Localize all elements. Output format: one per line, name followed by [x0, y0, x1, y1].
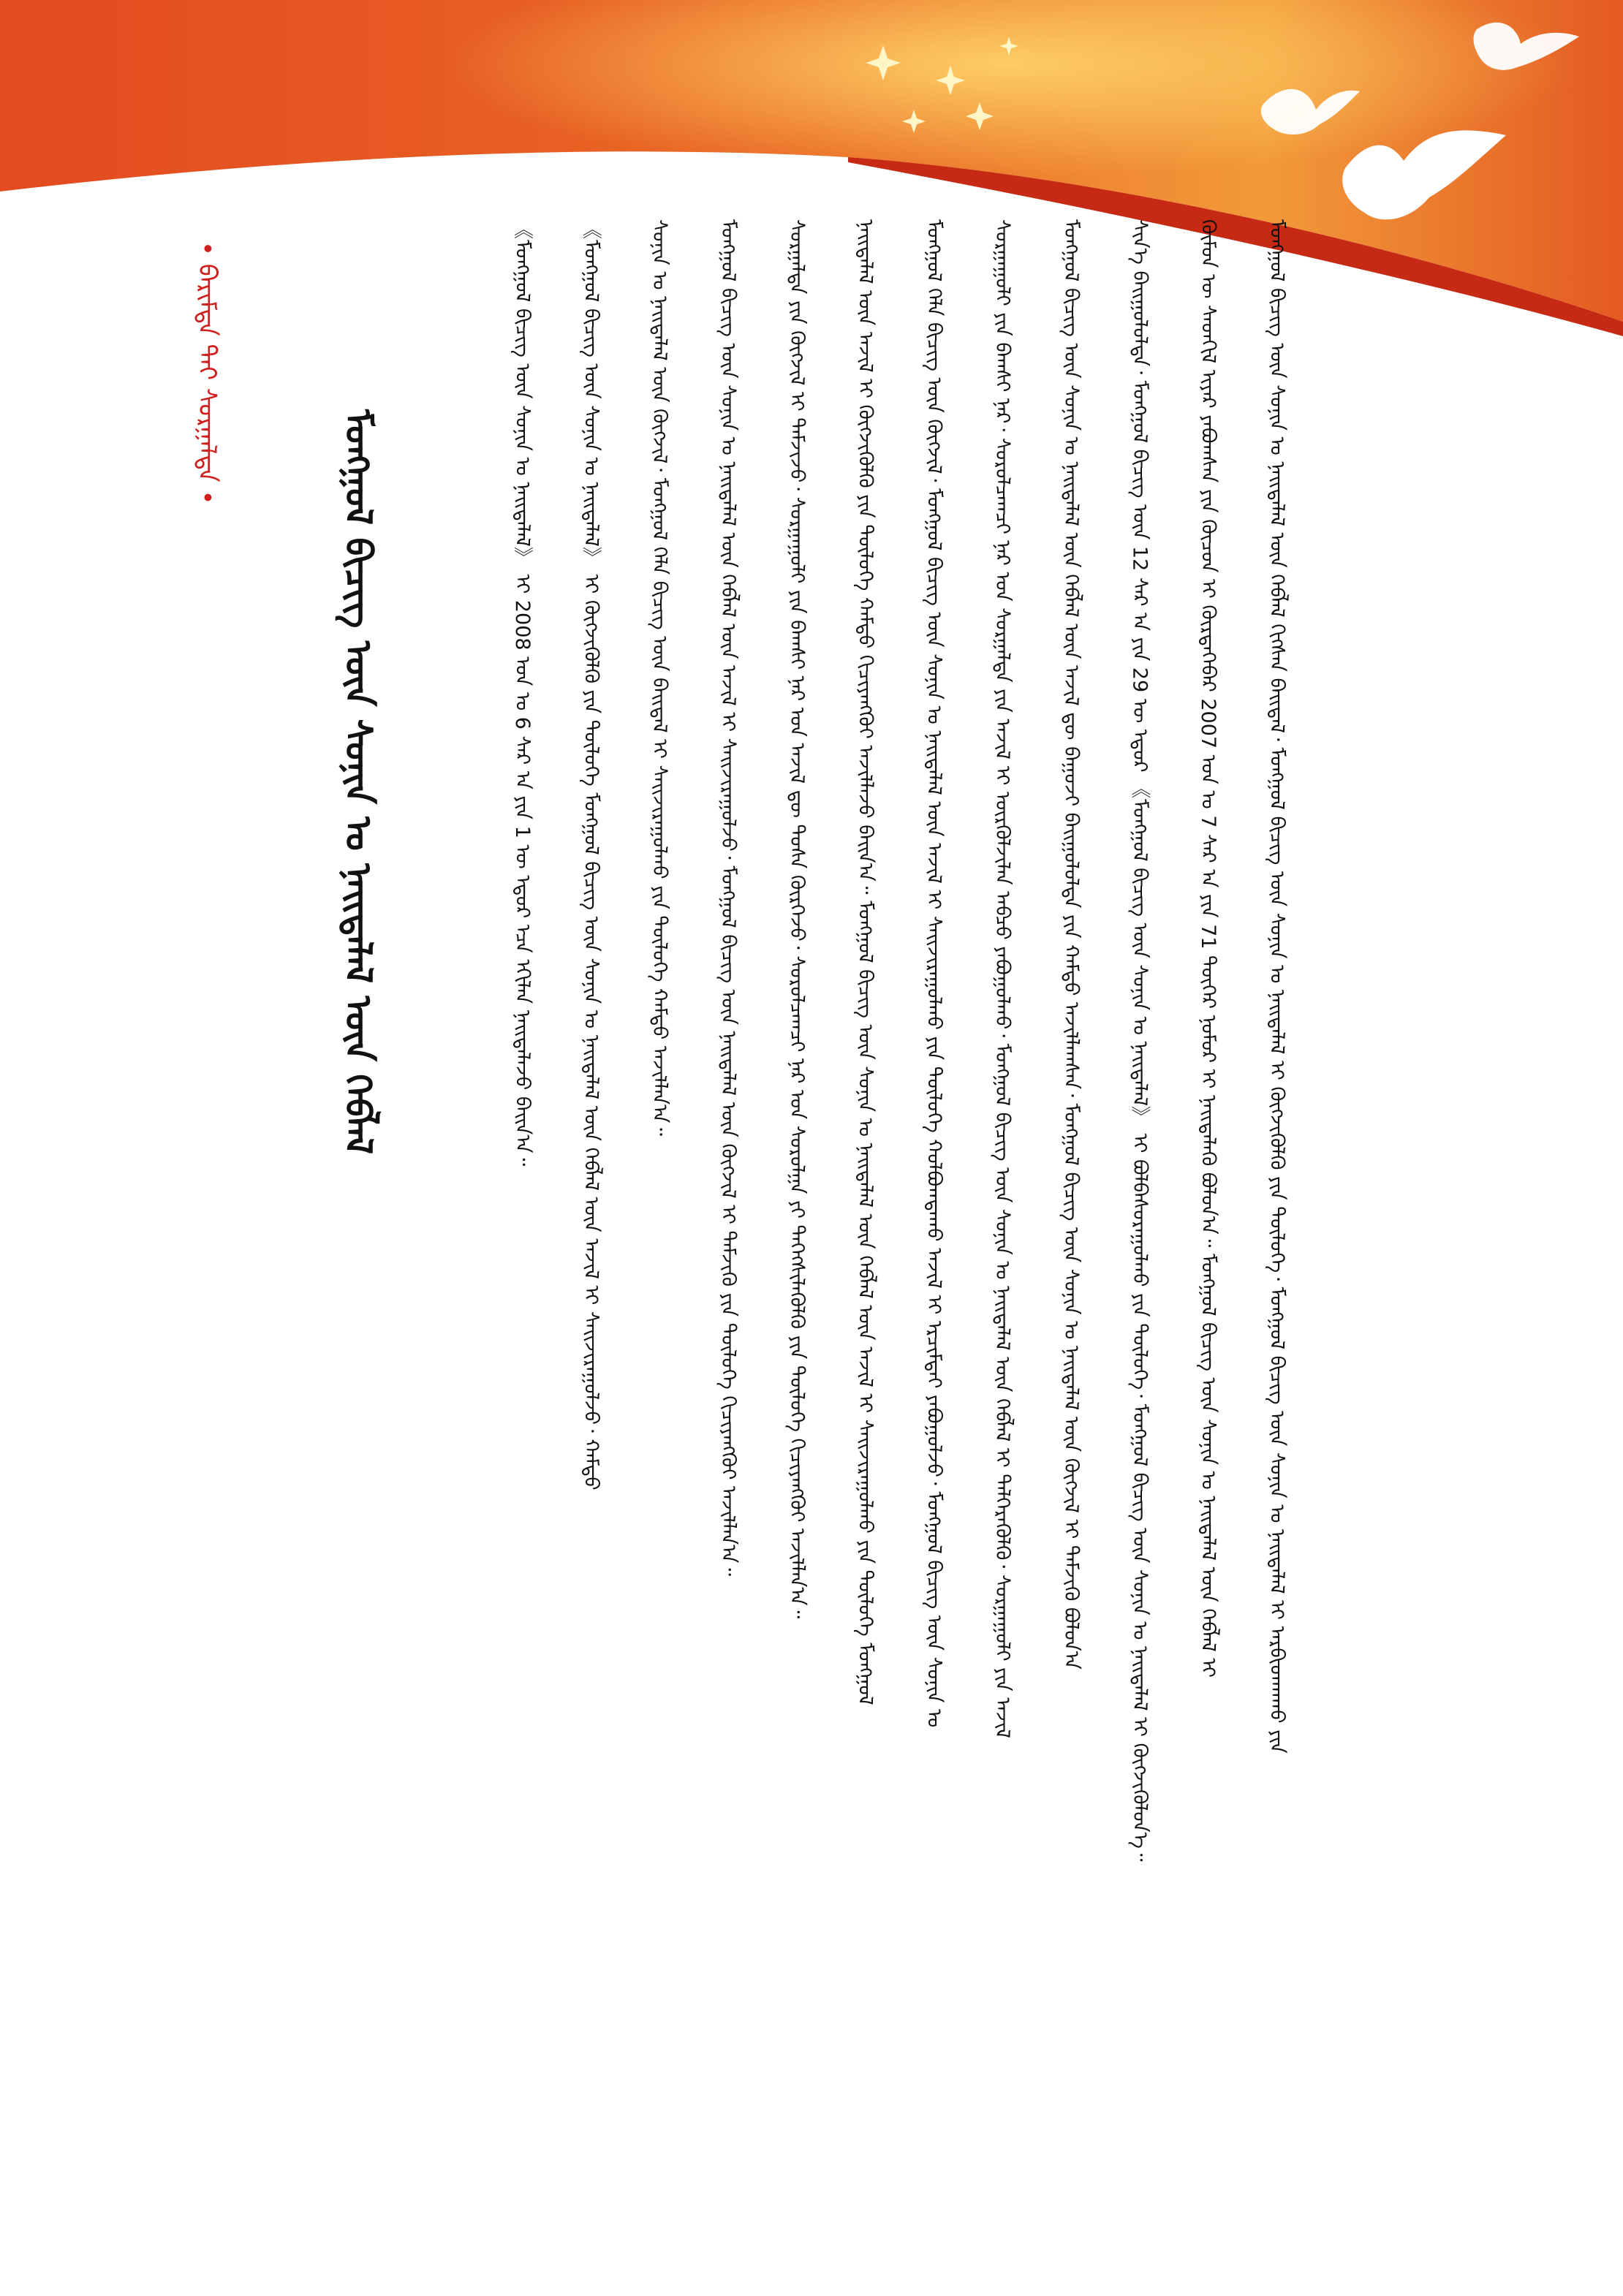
text-column: ᠰᠢᠨ᠎ᠡ ᠪᠠᠢᠭᠤᠯᠤᠯᠲᠠ᠂ ᠮᠣᠩᠭᠤᠯ ᠪᠢᠴᠢᠭ ᠦᠨ 12 ᠰᠠᠷ ᠠ ᠶᠢᠨ 29 ᠦ ᠡᠳᠦᠷ 《ᠮᠣᠩᠭᠤᠯ ᠪᠢᠴᠢᠭ ᠦᠨ ᠰᠣᠨᠢᠨ ᠤ ᠨᠡᠢᠲᠡᠯᠡᠯ》 ᠢ ᠪᠣᠯᠪᠠᠰᠤᠷᠠᠭᠤᠯᠬᠤ ᠶᠢᠨ ᠲᠥᠯᠥᠭᠡ᠂ ᠮᠣᠩᠭᠤᠯ ᠪᠢᠴᠢᠭ ᠦᠨ ᠰᠣᠨᠢᠨ ᠤ ᠨᠡᠢᠲᠡᠯᠡᠯ ᠢ ᠬᠥᠭᠵᠢᠭᠦᠯᠦᠨ᠎ᠡ᠃	[1128, 219, 1151, 1862]
body-text	[504, 219, 1294, 2091]
text-column: ᠮᠣᠩᠭᠤᠯ ᠬᠡᠯᠡ ᠪᠢᠴᠢᠭ ᠦᠨ ᠬᠥᠭᠵᠢᠯ᠂ ᠮᠣᠩᠭᠤᠯ ᠪᠢᠴᠢᠭ ᠦᠨ ᠰᠣᠨᠢᠨ ᠤ ᠨᠡᠢᠲᠡᠯᠡᠯ ᠦᠨ ᠠᠵᠢᠯ ᠢ ᠰᠠᠢᠵᠢᠷᠠᠭᠤᠯᠬᠤ ᠶᠢᠨ ᠲᠥᠯᠥᠭᠡ ᠬᠣᠯᠪᠣᠭᠳᠠᠬᠤ ᠠᠵᠢᠯ ᠢ ᠡᠷᠴᠢᠮᠲᠡᠢ ᠶᠠᠪᠤᠭᠤᠯᠵᠤ᠂ ᠮᠣᠩᠭᠤᠯ ᠪᠢᠴᠢᠭ ᠦᠨ ᠰᠣᠨᠢᠨ ᠤ	[922, 219, 945, 1728]
text-column: ᠬᠥᠮᠦᠨ ᠦ ᠰᠡᠳᠬᠢᠯ ᠢᠶᠡᠷ ᠶᠠᠪᠤᠭᠰᠠᠨ ᠶᠢᠨ ᠬᠦᠴᠦᠨ ᠢ ᠬᠦᠷᠲᠡᠭᠡᠪᠡᠷ 2007 ᠣᠨ ᠤ 7 ᠰᠠᠷ ᠠ ᠶᠢᠨ 71 ᠳᠦᠭᠡᠷ ᠨᠣᠮᠣᠷ ᠢ ᠨᠡᠢᠲᠡᠯᠡᠬᠦ ᠪᠣᠯᠤᠨ᠎ᠠ᠃ ᠮᠣᠩᠭᠤᠯ ᠪᠢᠴᠢᠭ ᠦᠨ ᠰᠣᠨᠢᠨ ᠤ ᠨᠡᠢᠲᠡᠯᠡᠯ ᠦᠨ ᠬᠡᠪᠯᠡᠯ ᠢ	[1197, 219, 1220, 1678]
text-column: ᠰᠣᠨᠢᠨ ᠤ ᠨᠡᠢᠲᠡᠯᠡᠯ ᠦᠨ ᠬᠥᠭᠵᠢᠯ᠂ ᠮᠣᠩᠭᠤᠯ ᠬᠡᠯᠡ ᠪᠢᠴᠢᠭ ᠦᠨ ᠪᠠᠢᠳᠠᠯ ᠢ ᠰᠠᠢᠵᠢᠷᠠᠭᠤᠯᠬᠤ ᠶᠢᠨ ᠲᠥᠯᠥᠭᠡ ᠬᠠᠮᠲᠤ ᠠᠵᠢᠯᠯᠠᠨ᠎ᠠ᠃	[648, 219, 671, 1137]
text-column: ᠮᠣᠩᠭᠤᠯ ᠪᠢᠴᠢᠭ ᠦᠨ ᠰᠣᠨᠢᠨ ᠤ ᠨᠡᠢᠲᠡᠯᠡᠯ ᠦᠨ ᠬᠡᠪᠯᠡᠯ ᠬᠢᠭᠰᠡᠨ ᠪᠠᠢᠳᠠᠯ᠂ ᠮᠣᠩᠭᠤᠯ ᠪᠢᠴᠢᠭ ᠦᠨ ᠰᠣᠨᠢᠨ ᠤ ᠨᠡᠢᠲᠡᠯᠡᠯ ᠢ ᠬᠥᠭᠵᠢᠭᠦᠯᠬᠦ ᠶᠢᠨ ᠲᠥᠯᠥᠭᠡ᠂ ᠮᠣᠩᠭᠤᠯ ᠪᠢᠴᠢᠭ ᠦᠨ ᠰᠣᠨᠢᠨ ᠤ ᠨᠡᠢᠲᠡᠯᠡᠯ ᠢ ᠠᠷᠪᠢᠳᠬᠠᠬᠤ ᠶᠢᠨ	[1265, 219, 1288, 1754]
text-column: ᠰᠤᠷᠭᠠᠯᠲᠠ ᠶᠢᠨ ᠬᠥᠭᠵᠢᠯ ᠢ ᠳᠡᠮᠵᠢᠵᠦ᠂ ᠰᠤᠷᠭᠠᠭᠤᠯᠢ ᠶᠢᠨ ᠪᠠᠭᠰᠢ ᠨᠠᠷ ᠤᠨ ᠠᠵᠢᠯ ᠳᠦ ᠲᠤᠰᠠ ᠬᠦᠷᠭᠡᠵᠦ᠂ ᠰᠤᠷᠤᠯᠴᠠᠭᠴᠢ ᠨᠠᠷ ᠤᠨ ᠰᠤᠷᠤᠯᠭᠠ ᠶᠢ ᠳᠡᠭᠡᠭᠰᠢᠯᠡᠭᠦᠯᠬᠦ ᠶᠢᠨ ᠲᠥᠯᠥᠭᠡ ᠬᠢᠴᠢᠶᠡᠩᠭᠦᠢ ᠠᠵᠢᠯᠯᠠᠨ᠎ᠠ᠃	[785, 219, 809, 1619]
text-column: 《ᠮᠣᠩᠭᠤᠯ ᠪᠢᠴᠢᠭ ᠦᠨ ᠰᠣᠨᠢᠨ ᠤ ᠨᠡᠢᠲᠡᠯᠡᠯ》 ᠢ 2008 ᠣᠨ ᠤ 6 ᠰᠠᠷ ᠠ ᠶᠢᠨ 1 ᠦ ᠡᠳᠦᠷ ᠡᠴᠡ ᠡᠬᠢᠯᠡᠨ ᠨᠡᠢᠲᠡᠯᠡᠵᠦ ᠪᠠᠢᠨ᠎ᠠ᠃	[511, 219, 534, 1167]
text-column: ᠮᠣᠩᠭᠤᠯ ᠪᠢᠴᠢᠭ ᠦᠨ ᠰᠣᠨᠢᠨ ᠤ ᠨᠡᠢᠲᠡᠯᠡᠯ ᠦᠨ ᠬᠡᠪᠯᠡᠯ ᠦᠨ ᠠᠵᠢᠯ ᠳᠦ ᠪᠠᠭᠤᠵᠢ ᠪᠠᠢᠭᠤᠯᠤᠯᠲᠠ ᠶᠢᠨ ᠬᠠᠮᠲᠤ ᠠᠵᠢᠯᠯᠠᠭᠰᠠᠨ᠂ ᠮᠣᠩᠭᠤᠯ ᠪᠢᠴᠢᠭ ᠦᠨ ᠰᠣᠨᠢᠨ ᠤ ᠨᠡᠢᠲᠡᠯᠡᠯ ᠦᠨ ᠬᠥᠭᠵᠢᠯ ᠢ ᠳᠡᠮᠵᠢᠬᠦ ᠪᠣᠯᠤᠨ᠎ᠠ	[1059, 219, 1083, 1670]
page-title: ᠮᠣᠩᠭᠤᠯ ᠪᠢᠴᠢᠭ ᠦᠨ ᠰᠣᠨᠢᠨ ᠤ ᠨᠡᠢᠲᠡᠯᠡᠯ ᠦᠨ ᠬᠡᠪᠯᠡᠯ	[337, 409, 379, 1155]
text-column: 《ᠮᠣᠩᠭᠤᠯ ᠪᠢᠴᠢᠭ ᠦᠨ ᠰᠣᠨᠢᠨ ᠤ ᠨᠡᠢᠲᠡᠯᠡᠯ》 ᠢ ᠬᠥᠭᠵᠢᠭᠦᠯᠬᠦ ᠶᠢᠨ ᠲᠥᠯᠥᠭᠡ ᠮᠣᠩᠭᠤᠯ ᠪᠢᠴᠢᠭ ᠦᠨ ᠰᠣᠨᠢᠨ ᠤ ᠨᠡᠢᠲᠡᠯᠡᠯ ᠦᠨ ᠬᠡᠪᠯᠡᠯ ᠦᠨ ᠠᠵᠢᠯ ᠢ ᠰᠠᠢᠵᠢᠷᠠᠭᠤᠯᠵᠤ᠂ ᠬᠠᠮᠲᠤ	[579, 219, 602, 1490]
text-column: ᠰᠤᠷᠭᠠᠭᠤᠯᠢ ᠶᠢᠨ ᠪᠠᠭᠰᠢ ᠨᠠᠷ᠂ ᠰᠤᠷᠤᠯᠴᠠᠭᠴᠢ ᠨᠠᠷ ᠤᠨ ᠰᠤᠷᠭᠠᠯᠲᠠ ᠶᠢᠨ ᠠᠵᠢᠯ ᠢ ᠦᠷᠭᠦᠯᠵᠢᠯᠡᠨ ᠠᠪᠴᠤ ᠶᠠᠪᠤᠭᠤᠯᠬᠤ᠂ ᠮᠣᠩᠭᠤᠯ ᠪᠢᠴᠢᠭ ᠦᠨ ᠰᠣᠨᠢᠨ ᠤ ᠨᠡᠢᠲᠡᠯᠡᠯ ᠦᠨ ᠬᠡᠪᠯᠡᠯ ᠢ ᠳᠡᠯᠭᠡᠷᠡᠭᠦᠯᠬᠦ᠂ ᠰᠤᠷᠭᠠᠭᠤᠯᠢ ᠶᠢᠨ ᠠᠵᠢᠯ	[991, 219, 1014, 1738]
text-column: ᠮᠣᠩᠭᠤᠯ ᠪᠢᠴᠢᠭ ᠦᠨ ᠰᠣᠨᠢᠨ ᠤ ᠨᠡᠢᠲᠡᠯᠡᠯ ᠦᠨ ᠬᠡᠪᠯᠡᠯ ᠦᠨ ᠠᠵᠢᠯ ᠢ ᠰᠠᠢᠵᠢᠷᠠᠭᠤᠯᠵᠤ᠂ ᠮᠣᠩᠭᠤᠯ ᠪᠢᠴᠢᠭ ᠦᠨ ᠨᠡᠢᠲᠡᠯᠡᠯ ᠦᠨ ᠬᠥᠭᠵᠢᠯ ᠢ ᠳᠡᠮᠵᠢᠬᠦ ᠶᠢᠨ ᠲᠥᠯᠥᠭᠡ ᠬᠢᠴᠢᠶᠡᠩᠭᠦᠢ ᠠᠵᠢᠯᠯᠠᠨ᠎ᠠ᠃	[716, 219, 740, 1577]
text-column: ᠨᠡᠢᠲᠡᠯᠡᠯ ᠦᠨ ᠠᠵᠢᠯ ᠢ ᠬᠥᠭᠵᠢᠭᠦᠯᠬᠦ ᠶᠢᠨ ᠲᠥᠯᠥᠭᠡ ᠬᠠᠮᠲᠤ ᠬᠢᠴᠢᠶᠡᠩᠭᠦᠢ ᠠᠵᠢᠯᠯᠠᠵᠤ ᠪᠠᠢᠨ᠎ᠠ᠃ ᠮᠣᠩᠭᠤᠯ ᠪᠢᠴᠢᠭ ᠦᠨ ᠰᠣᠨᠢᠨ ᠤ ᠨᠡᠢᠲᠡᠯᠡᠯ ᠦᠨ ᠬᠡᠪᠯᠡᠯ ᠦᠨ ᠠᠵᠢᠯ ᠢ ᠰᠠᠢᠵᠢᠷᠠᠭᠤᠯᠬᠤ ᠶᠢᠨ ᠲᠥᠯᠥᠭᠡ ᠮᠣᠩᠭᠤᠯ	[854, 219, 877, 1705]
section-label: • ᠪᠠᠷᠢᠮᠲᠠ ᠲᠠᠢ ᠰᠤᠷᠭᠠᠯᠲᠠ •	[192, 241, 222, 505]
